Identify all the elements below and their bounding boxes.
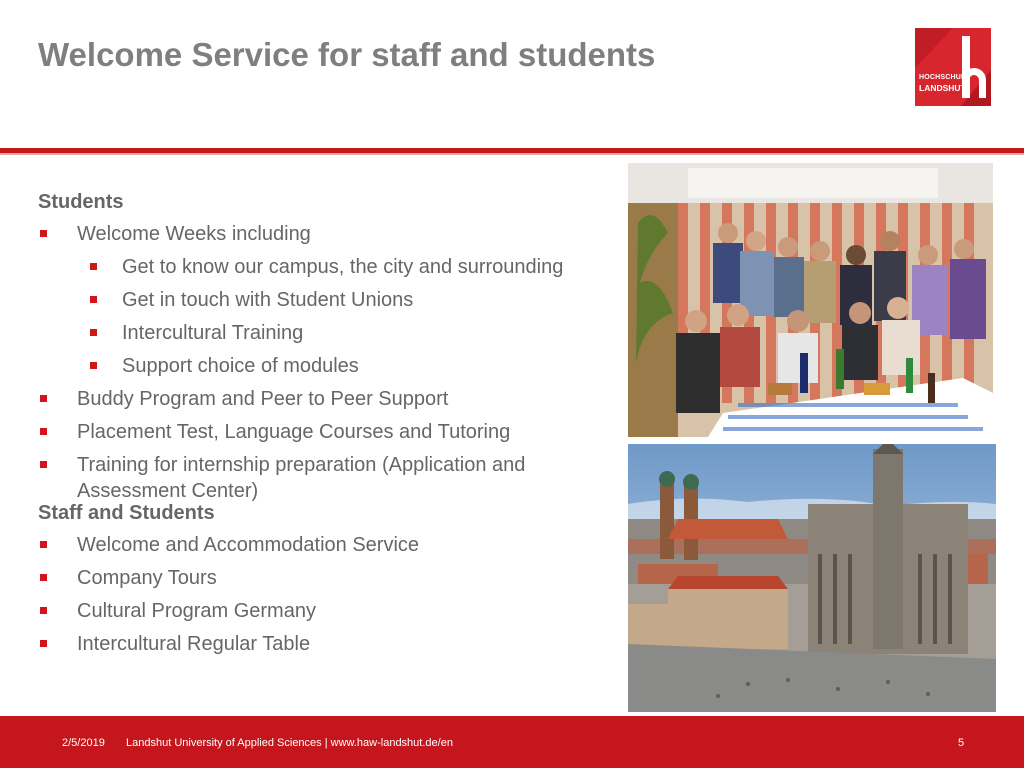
list-item	[38, 452, 628, 505]
list-item	[38, 631, 638, 664]
square-bullet-icon	[90, 296, 97, 303]
footer-date: 2/5/2019	[62, 737, 105, 749]
list-item	[38, 532, 638, 565]
bullet-content	[38, 188, 638, 664]
list-item	[38, 598, 638, 631]
list-item	[38, 221, 638, 254]
square-bullet-icon	[40, 230, 47, 237]
square-bullet-icon	[40, 395, 47, 402]
list-item-text: Intercultural Regular Table	[77, 633, 311, 655]
square-bullet-icon	[40, 541, 47, 548]
footer-bar	[0, 716, 1024, 768]
square-bullet-icon	[90, 329, 97, 336]
list-item-text: Get to know our campus, the city and surrounding	[122, 256, 564, 278]
square-bullet-icon	[90, 263, 97, 270]
square-bullet-icon	[40, 574, 47, 581]
city-hall-munich-photo	[628, 444, 996, 712]
list-item	[38, 565, 638, 598]
slide-title: Welcome Service for staff and students	[38, 36, 656, 73]
list-item-text: Company Tours	[77, 567, 217, 589]
list-item	[38, 419, 638, 452]
list-item-text: Welcome Weeks including	[77, 223, 311, 245]
sub-list-item	[38, 320, 638, 353]
square-bullet-icon	[40, 640, 47, 647]
student-group-photo	[628, 163, 993, 437]
footer-institution: Landshut University of Applied Sciences | www.haw-landshut.de/en	[126, 737, 453, 749]
list-item-text: Buddy Program and Peer to Peer Support	[77, 388, 449, 410]
logo-text-line2: LANDSHUT	[919, 83, 966, 93]
list-item	[38, 386, 638, 419]
square-bullet-icon	[40, 461, 47, 468]
header-divider-shadow	[0, 153, 1024, 155]
list-item-text: Placement Test, Language Courses and Tutoring	[77, 421, 511, 443]
section-heading-students: Students	[38, 191, 124, 213]
logo-text-line1: HOCHSCHULE	[919, 74, 971, 81]
list-item-text: Cultural Program Germany	[77, 600, 316, 622]
list-item-text: Intercultural Training	[122, 322, 304, 344]
list-item-text: Welcome and Accommodation Service	[77, 534, 420, 556]
university-logo	[915, 28, 991, 106]
sub-list-item	[38, 254, 638, 287]
sub-list-item	[38, 353, 638, 386]
section-heading-staff-students: Staff and Students	[38, 502, 215, 524]
page-number: 5	[958, 737, 965, 749]
square-bullet-icon	[40, 607, 47, 614]
list-item-text: Training for internship preparation (Application and Assessment Center)	[77, 454, 526, 502]
list-item-text: Get in touch with Student Unions	[122, 289, 414, 311]
square-bullet-icon	[40, 428, 47, 435]
square-bullet-icon	[90, 362, 97, 369]
list-item-text: Support choice of modules	[122, 355, 359, 377]
sub-list-item	[38, 287, 638, 320]
